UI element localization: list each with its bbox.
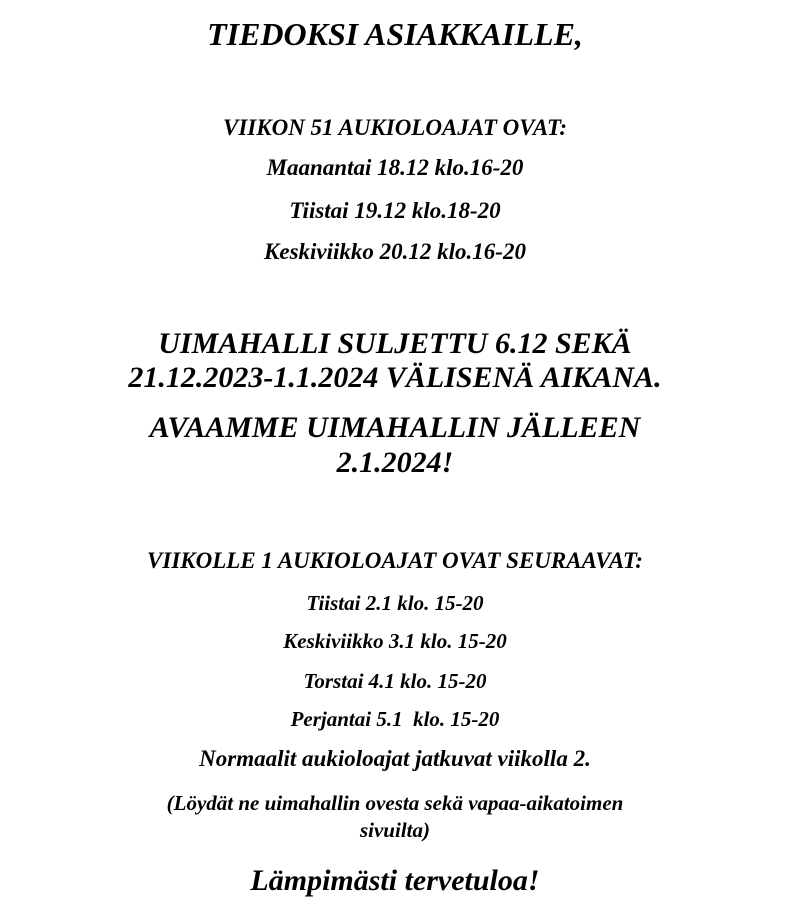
- closure-line-2: 21.12.2023-1.1.2024 VÄLISENÄ AIKANA.: [128, 361, 662, 394]
- notice-title: TIEDOKSI ASIAKKAILLE,: [207, 16, 583, 52]
- week51-hours-monday: Maanantai 18.12 klo.16-20: [266, 155, 524, 180]
- reopen-line-1: AVAAMME UIMAHALLIN JÄLLEEN: [149, 411, 641, 444]
- week51-heading: VIIKON 51 AUKIOLOAJAT OVAT:: [223, 115, 567, 140]
- welcome-message: Lämpimästi tervetuloa!: [250, 864, 540, 897]
- location-note-line-2: sivuilta): [359, 818, 430, 842]
- week1-hours-wednesday: Keskiviikko 3.1 klo. 15-20: [283, 629, 507, 653]
- week1-hours-friday: Perjantai 5.1 klo. 15-20: [290, 707, 500, 731]
- week1-hours-thursday: Torstai 4.1 klo. 15-20: [303, 669, 487, 693]
- reopen-date: 2.1.2024!: [336, 446, 454, 479]
- week1-hours-tuesday: Tiistai 2.1 klo. 15-20: [306, 591, 484, 615]
- normal-hours-note: Normaalit aukioloajat jatkuvat viikolla 2.: [199, 746, 591, 771]
- week51-hours-wednesday: Keskiviikko 20.12 klo.16-20: [264, 239, 526, 264]
- week51-hours-tuesday: Tiistai 19.12 klo.18-20: [289, 198, 501, 223]
- week1-heading: VIIKOLLE 1 AUKIOLOAJAT OVAT SEURAAVAT:: [147, 548, 643, 573]
- location-note-line-1: (Löydät ne uimahallin ovesta sekä vapaa-aikatoimen: [166, 791, 624, 815]
- closure-line-1: UIMAHALLI SULJETTU 6.12 SEKÄ: [158, 327, 632, 360]
